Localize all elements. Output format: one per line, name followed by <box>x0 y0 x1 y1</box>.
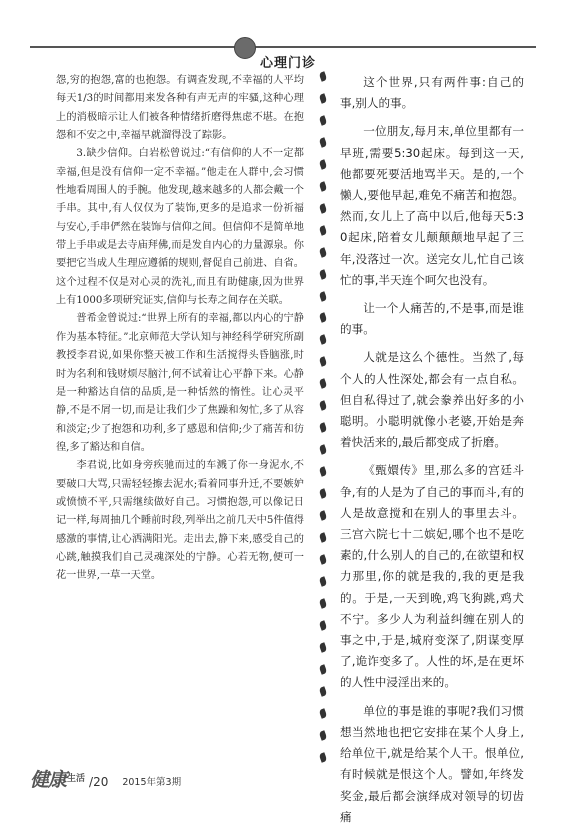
paragraph: 李君说,比如身旁疾驰而过的车溅了你一身泥水,不要破口大骂,只需轻轻擦去泥水;看着同事升迁,不要嫉妒或愤愤不平,只需继续做好自己。习惯抱怨,可以像记日记一样,每周抽几个睡前时段,列举出之前几天中5件值得感激的事情,让心洒满阳光。走出去,静下来,感受自己的心跳,触摸我们自己灵魂深处的宁静。心若无物,便可一花一世界,一草一天堂。 <box>56 460 304 582</box>
leaf-ornament-icon <box>319 291 328 302</box>
paragraph: 这个世界,只有两件事:自己的事,别人的事。 <box>340 75 524 111</box>
page-number: /20 <box>89 775 109 789</box>
leaf-ornament-icon <box>319 752 328 763</box>
leaf-ornament-icon <box>319 708 328 719</box>
leaf-ornament-icon <box>319 488 328 499</box>
leaf-ornament-icon <box>319 401 328 412</box>
magazine-logo-suffix: 生活 <box>67 774 86 784</box>
leaf-ornament-icon <box>319 422 328 433</box>
leaf-ornament-icon <box>319 730 328 741</box>
leaf-ornament-icon <box>319 664 328 675</box>
leaf-ornament-icon <box>319 93 328 104</box>
left-text-column <box>56 72 304 760</box>
leaf-ornament-icon <box>319 532 328 543</box>
leaf-ornament-icon <box>319 598 328 609</box>
leaf-ornament-icon <box>319 510 328 521</box>
paragraph: 人就是这么个德性。当然了,每个人的人性深处,都会有一点自私。但自私得过了,就会豢养出好多的小聪明。小聪明就像小老婆,开始是奔着快活来的,最后都变成了折磨。 <box>340 350 524 450</box>
leaf-ornament-icon <box>319 159 328 170</box>
leaf-ornament-icon <box>319 247 328 258</box>
leaf-ornament-icon <box>319 444 328 455</box>
right-text-column <box>340 72 524 824</box>
header-circle-ornament <box>234 37 256 59</box>
leaf-ornament-icon <box>319 313 328 324</box>
leaf-ornament-icon <box>319 335 328 346</box>
leaf-ornament-icon <box>319 71 328 82</box>
issue-label: 2015年第3期 <box>122 777 182 788</box>
leaf-vine-divider <box>317 72 329 762</box>
page-footer <box>30 762 181 792</box>
leaf-ornament-icon <box>319 620 328 631</box>
leaf-ornament-icon <box>319 576 328 587</box>
leaf-ornament-icon <box>319 203 328 214</box>
leaf-ornament-icon <box>319 642 328 653</box>
leaf-ornament-icon <box>319 686 328 697</box>
leaf-ornament-icon <box>319 269 328 280</box>
paragraph: 单位的事是谁的事呢?我们习惯想当然地也把它安排在某个人身上,给单位干,就是给某个人干。恨单位,有时候就是恨这个人。譬如,年终发奖金,最后都会演绎成对领导的切齿痛 <box>340 703 524 824</box>
leaf-ornament-icon <box>319 225 328 236</box>
header-rule <box>30 46 536 48</box>
magazine-logo: 健康 <box>30 769 67 791</box>
paragraph: 一位朋友,每月末,单位里都有一早班,需要5:30起床。每到这一天,他都要死要活地骂半天。是的,一个懒人,要他早起,难免不痛苦和抱怨。然而,女儿上了高中以后,他每天5:30起床,陪着女儿颠颠颠地早起了三年,没落过一次。送完女儿,忙自己该忙的事,半天连个呵欠也没有。 <box>340 124 524 287</box>
leaf-ornament-icon <box>319 466 328 477</box>
leaf-ornament-icon <box>319 554 328 565</box>
paragraph: 让一个人痛苦的,不是事,而是谁的事。 <box>340 301 524 337</box>
section-title: 心理门诊 <box>260 56 317 71</box>
paragraph: 怨,穷的抱怨,富的也抱怨。有调查发现,不幸福的人平均每天1/3的时间都用来发各种有声无声的牢骚,这种心理上的消极暗示让人们被各种情绪折磨得焦虑不堪。在抱怨和不安之中,幸福早就溜得没了踪影。 <box>56 75 304 142</box>
leaf-ornament-icon <box>319 137 328 148</box>
leaf-ornament-icon <box>319 181 328 192</box>
leaf-ornament-icon <box>319 357 328 368</box>
leaf-ornament-icon <box>319 379 328 390</box>
paragraph: 《甄嬛传》里,那么多的宫廷斗争,有的人是为了自己的事而斗,有的人是故意搅和在别人的事里去斗。三宫六院七十二嫔妃,哪个也不是吃素的,什么别人的自己的,在欲望和权力那里,你的就是我的,我的更是我的。于是,一天到晚,鸡飞狗跳,鸡犬不宁。多少人为利益纠缠在别人的事之中,于是,城府变深了,阴谋变厚了,诡诈变多了。人性的坏,是在更坏的人性中浸淫出来的。 <box>340 463 524 690</box>
leaf-ornament-icon <box>319 115 328 126</box>
paragraph: 3.缺少信仰。白岩松曾说过:“有信仰的人不一定都幸福,但是没有信仰一定不幸福。”他走在人群中,会习惯性地看周围人的手腕。他发现,越来越多的人都会戴一个手串。其中,有人仅仅为了装饰,更多的是追求一份祈福与安心,手串俨然在装饰与信仰之间。但信仰不是简单地带上手串或是去寺庙拜佛,而是发自内心的力量源泉。你要把它当成人生理应遵循的规则,督促自己前进、自省。这个过程不仅是对心灵的洗礼,而且有助健康,因为世界上有1000多项研究证实,信仰与长寿之间存在关联。 <box>56 148 304 307</box>
paragraph: 普希金曾说过:“世界上所有的幸福,都以内心的宁静作为基本特征。”北京师范大学认知与神经科学研究所副教授李君说,如果你整天被工作和生活搅得头昏脑涨,时时为名利和钱财烦尽脑汁,何不试着让心平静下来。心静是一种豁达自信的品质,是一种恬然的惰性。让心灵平静,不是不屑一切,而是让我们少了焦躁和匆忙,多了从容和淡定;少了抱怨和功利,多了感恩和信仰;少了痛苦和彷徨,多了豁达和自信。 <box>56 313 304 453</box>
